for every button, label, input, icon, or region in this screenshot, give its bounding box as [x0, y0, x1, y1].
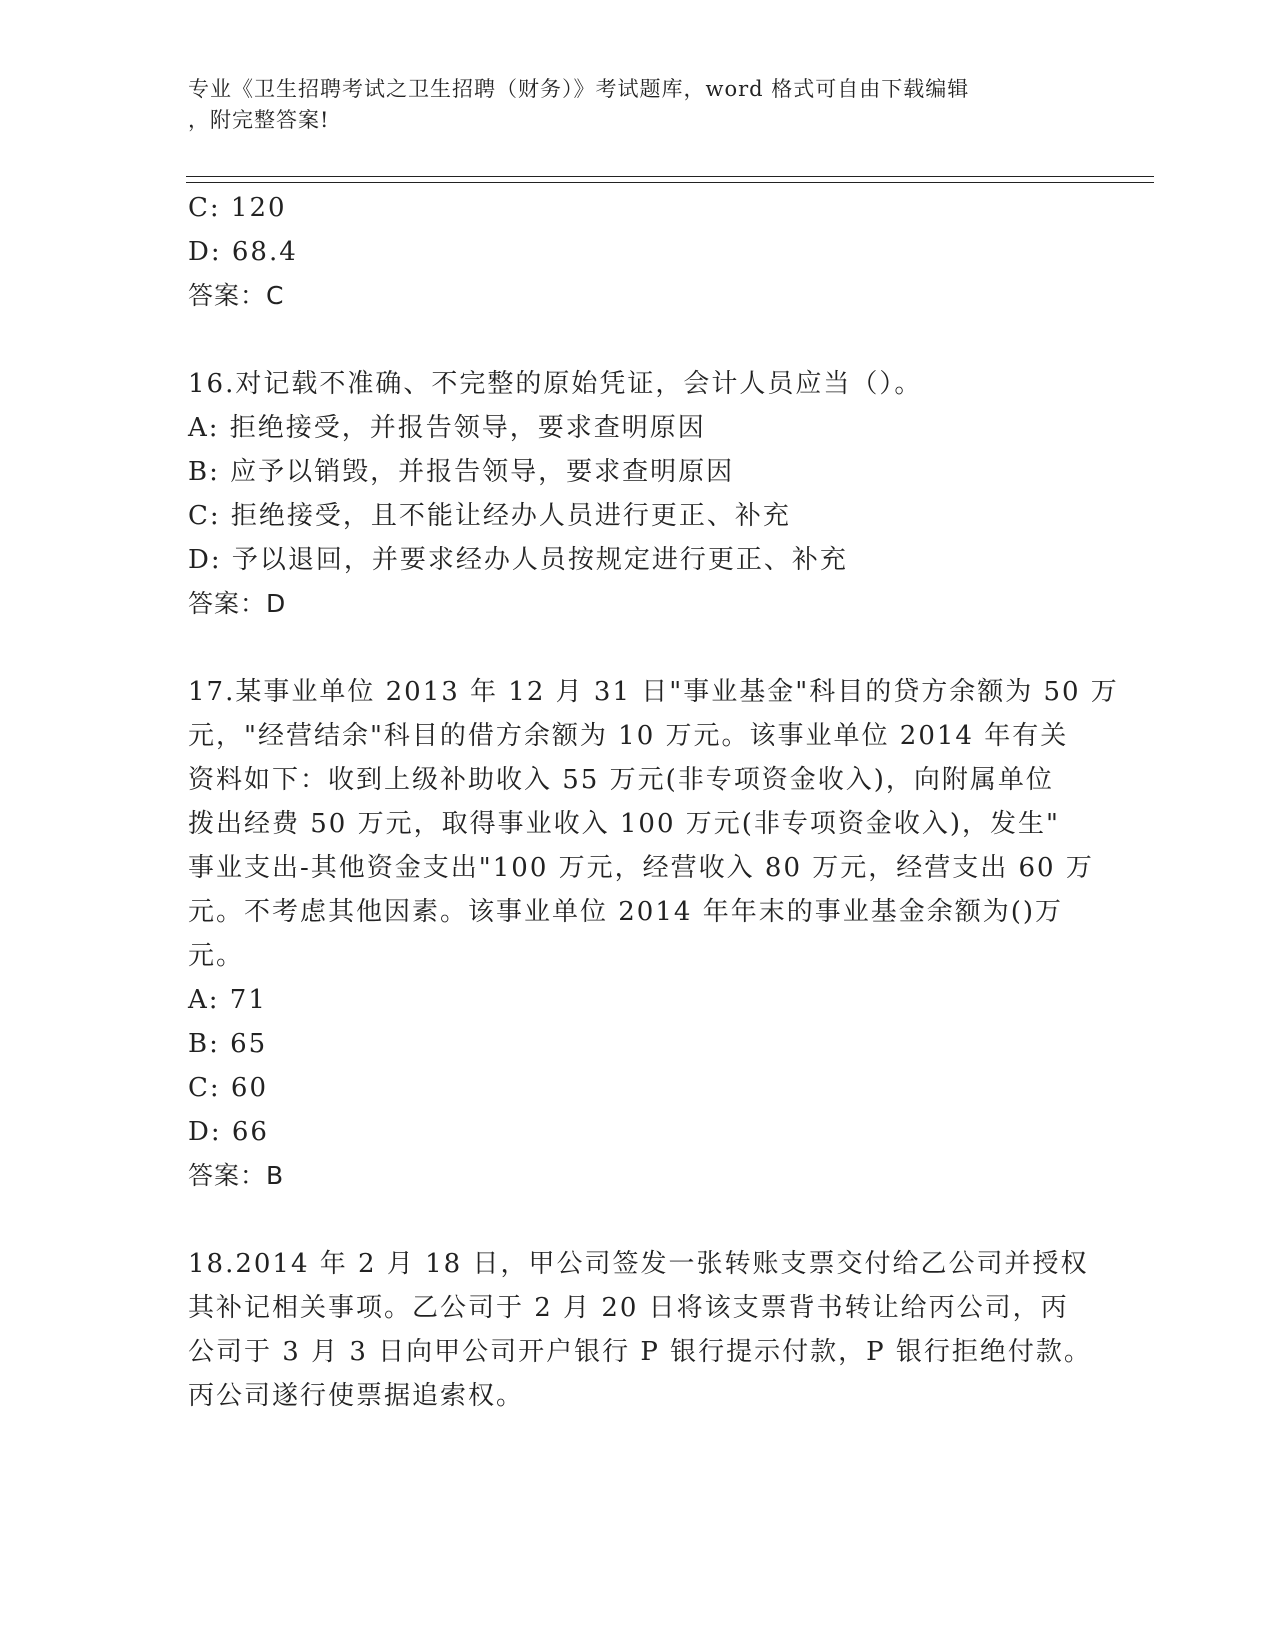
- q17-line-1: 17.某事业单位 2013 年 12 月 31 日"事业基金"科目的贷方余额为 50 万: [188, 677, 1119, 707]
- q18-line-3: 公司于 3 月 3 日向甲公司开户银行 P 银行提示付款，P 银行拒绝付款。: [188, 1337, 1092, 1367]
- q17-line-2: 元，"经营结余"科目的借方余额为 10 万元。该事业单位 2014 年有关: [188, 721, 1069, 751]
- q16-option-d: D: 予以退回，并要求经办人员按规定进行更正、补充: [188, 545, 848, 575]
- header-line-1: 专业《卫生招聘考试之卫生招聘（财务）》考试题库，word 格式可自由下载编辑: [188, 77, 970, 101]
- q15-option-c: C: 120: [188, 193, 287, 223]
- q16-option-c: C: 拒绝接受，且不能让经办人员进行更正、补充: [188, 501, 791, 531]
- q17-option-d: D: 66: [188, 1117, 269, 1147]
- q15-option-d: D: 68.4: [188, 237, 298, 267]
- q17-line-5: 事业支出-其他资金支出"100 万元，经营收入 80 万元，经营支出 60 万: [188, 853, 1094, 883]
- q17-line-3: 资料如下：收到上级补助收入 55 万元(非专项资金收入)，向附属单位: [188, 765, 1054, 795]
- q18-line-1: 18.2014 年 2 月 18 日，甲公司签发一张转账支票交付给乙公司并授权: [188, 1249, 1089, 1279]
- q17-line-7: 元。: [188, 941, 245, 971]
- q16-option-a: A: 拒绝接受，并报告领导，要求查明原因: [188, 413, 706, 443]
- q17-line-6: 元。不考虑其他因素。该事业单位 2014 年年末的事业基金余额为()万: [188, 897, 1063, 927]
- page-header: [188, 74, 1088, 136]
- header-rule-top: [186, 176, 1154, 177]
- q17-option-b: B: 65: [188, 1029, 268, 1059]
- q17-option-c: C: 60: [188, 1073, 269, 1103]
- q18-line-4: 丙公司遂行使票据追索权。: [188, 1381, 525, 1411]
- q16-question: 16.对记载不准确、不完整的原始凭证，会计人员应当（）。: [188, 369, 923, 399]
- q18-line-2: 其补记相关事项。乙公司于 2 月 20 日将该支票背书转让给丙公司，丙: [188, 1293, 1069, 1323]
- q17-answer: 答案：B: [188, 1161, 285, 1190]
- q15-answer: 答案：C: [188, 281, 285, 310]
- header-line-2: ，附完整答案!: [188, 108, 330, 132]
- q17-option-a: A: 71: [188, 985, 267, 1015]
- header-rule-bottom: [186, 182, 1154, 183]
- q16-option-b: B: 应予以销毁，并报告领导，要求查明原因: [188, 457, 735, 487]
- q16-answer: 答案：D: [188, 589, 287, 618]
- q17-line-4: 拨出经费 50 万元，取得事业收入 100 万元(非专项资金收入)，发生": [188, 809, 1061, 839]
